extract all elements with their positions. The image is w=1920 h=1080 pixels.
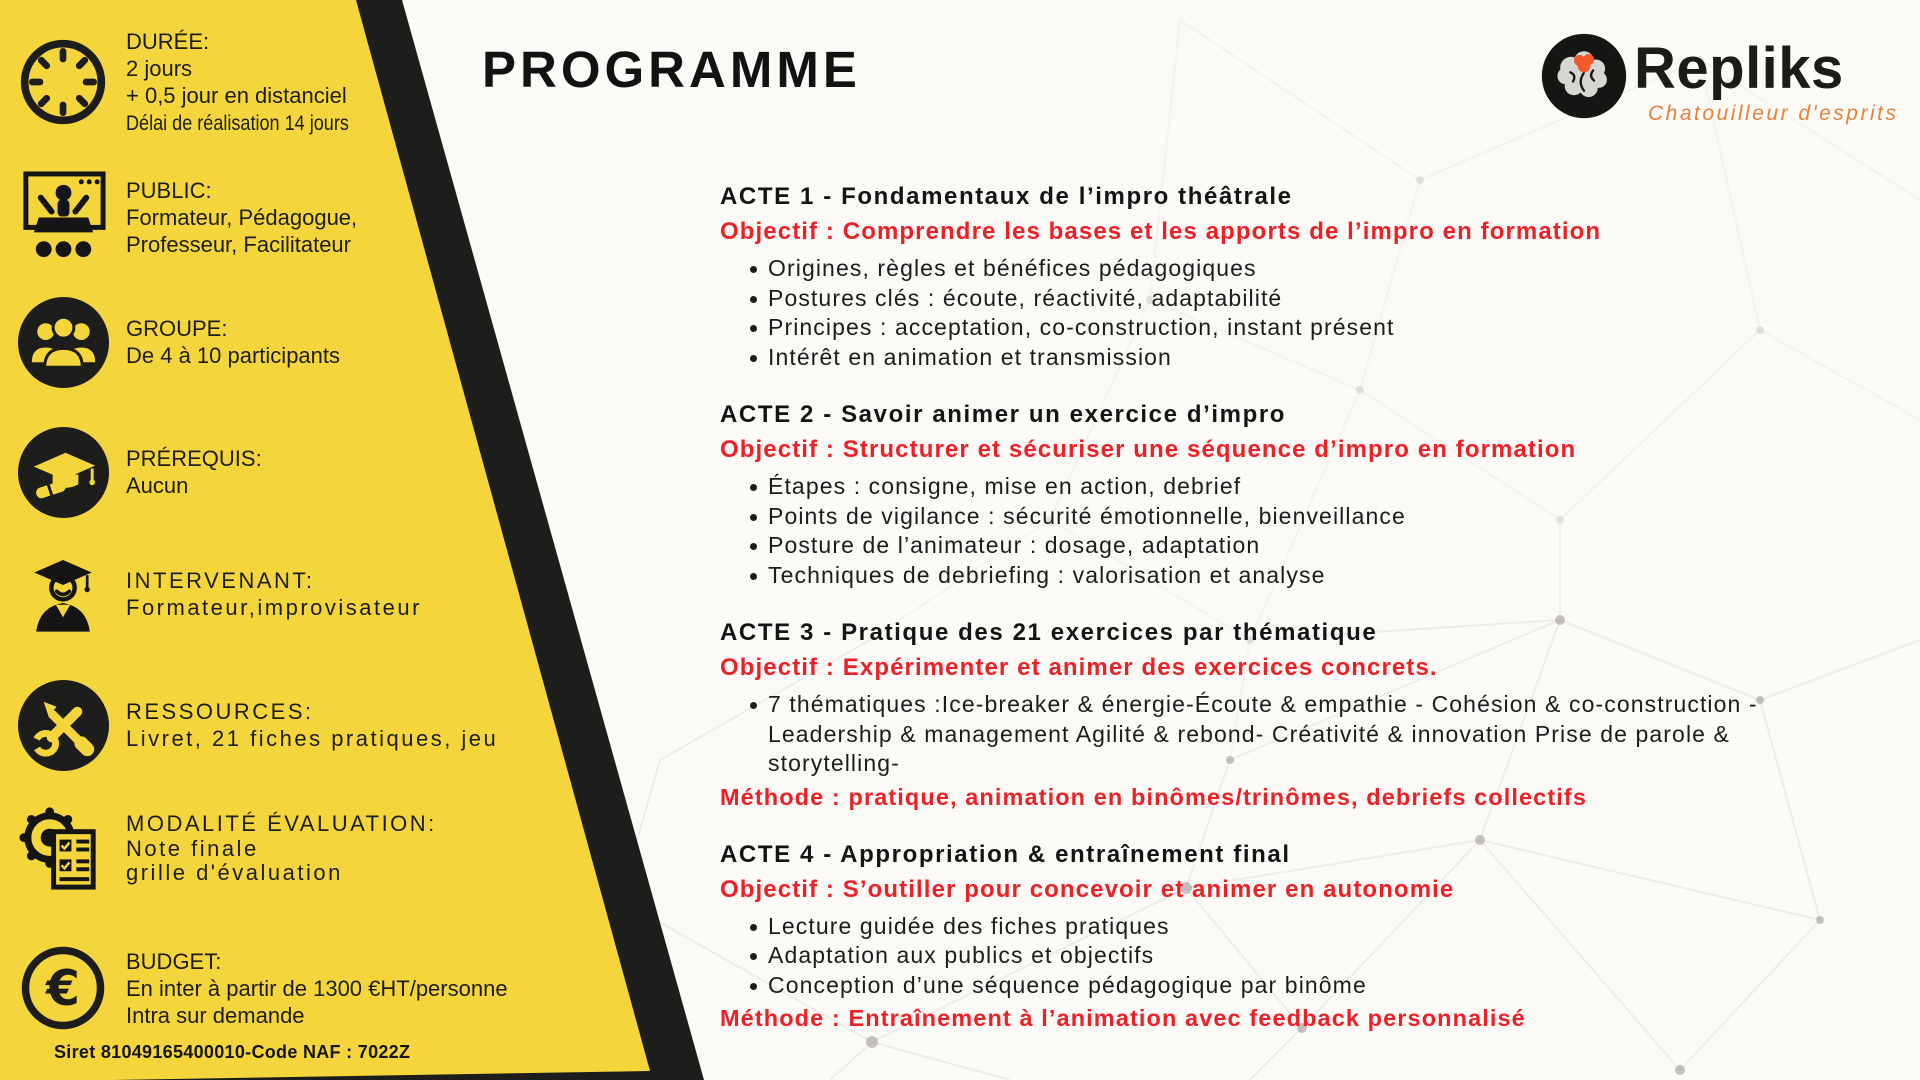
section-line: Professeur, Facilitateur [126, 231, 351, 257]
sidebar-section-duree [0, 22, 385, 142]
act-method: Méthode : pratique, animation en binômes/trinômes, debriefs collectifs [720, 783, 1587, 810]
act-bullet-list [720, 912, 1835, 1001]
brand-name: Repliks [1634, 36, 1844, 101]
act-objective: Objectif : Comprendre les bases et les apports de l’impro en formation [720, 218, 1602, 245]
section-line: Note finale [126, 835, 259, 861]
section-line: grille d'évaluation [126, 859, 343, 885]
sidebar-section-prerequis [0, 412, 262, 532]
act-objective: Objectif : S’outiller pour concevoir et animer en autonomie [720, 875, 1455, 903]
section-line: Aucun [126, 473, 189, 498]
section-title: RESSOURCES: [126, 699, 314, 724]
section-line: 2 jours [126, 55, 193, 81]
section-title: GROUPE: [126, 316, 228, 341]
bullet-item: Origines, règles et bénéfices pédagogiques [768, 254, 1828, 284]
program-content [720, 182, 1835, 1061]
graduation-cap-icon [0, 425, 126, 520]
section-line: Délai de réalisation 14 jours [126, 111, 349, 135]
section-title: MODALITÉ ÉVALUATION: [126, 810, 437, 836]
section-line: Formateur, Pédagogue, [126, 204, 358, 230]
section-line: De 4 à 10 participants [126, 343, 341, 368]
sidebar-section-ressources [0, 665, 498, 785]
bullet-item: Points de vigilance : sécurité émotionnelle, bienveillance [768, 502, 1828, 532]
sidebar-section-budget [0, 928, 508, 1048]
act-bullet-list [720, 690, 1835, 779]
bullet-item: Adaptation aux publics et objectifs [768, 941, 1828, 971]
section-line: Livret, 21 fiches pratiques, jeu [126, 726, 499, 751]
section-title: PUBLIC: [126, 177, 212, 203]
act-title: ACTE 3 - Pratique des 21 exercices par thématique [720, 619, 1378, 646]
section-title: PRÉREQUIS: [126, 446, 262, 471]
brand-tagline: Chatouilleur d'esprits [1648, 102, 1899, 125]
act-title: ACTE 4 - Appropriation & entraînement final [720, 840, 1291, 868]
act-section-4 [720, 840, 1835, 1034]
bullet-item: Postures clés : écoute, réactivité, adaptabilité [768, 284, 1828, 314]
euro-icon [0, 943, 126, 1033]
bullet-item: Techniques de debriefing : valorisation et analyse [768, 561, 1828, 591]
act-section-3 [720, 618, 1835, 812]
act-objective: Objectif : Expérimenter et animer des exercices concrets. [720, 654, 1438, 681]
section-title: BUDGET: [126, 948, 222, 974]
brand-logo [1540, 32, 1898, 126]
bullet-item: Posture de l’animateur : dosage, adaptation [768, 531, 1828, 561]
section-line: Intra sur demande [126, 1002, 305, 1028]
act-objective: Objectif : Structurer et sécuriser une séquence d’impro en formation [720, 436, 1577, 463]
act-section-2 [720, 400, 1835, 590]
bullet-item: Conception d’une séquence pédagogique par binôme [768, 971, 1828, 1001]
bullet-item: Lecture guidée des fiches pratiques [768, 912, 1828, 942]
svg-text:€: € [46, 960, 80, 1017]
bullet-item: Intérêt en animation et transmission [768, 343, 1828, 373]
act-bullet-list [720, 472, 1835, 590]
sidebar-section-public [0, 157, 357, 277]
evaluation-icon [0, 800, 126, 895]
bullet-item: 7 thématiques :Ice-breaker & énergie-Écoute & empathie - Cohésion & co-construction -Leadership & management Agilité & rebond- Créativité & innovation Prise de parole & storytelling- [768, 690, 1828, 779]
act-section-1 [720, 182, 1835, 372]
section-line: Formateur,improvisateur [126, 595, 422, 620]
act-title: ACTE 2 - Savoir animer un exercice d’impro [720, 401, 1287, 428]
bullet-item: Étapes : consigne, mise en action, debrief [768, 472, 1828, 502]
clock-icon [0, 36, 126, 128]
section-title: INTERVENANT: [126, 568, 315, 593]
section-title: DURÉE: [126, 28, 210, 54]
section-line: En inter à partir de 1300 €HT/personne [126, 975, 508, 1001]
siret-footer: Siret 81049165400010-Code NAF : 7022Z [54, 1042, 411, 1062]
tools-icon [0, 678, 126, 773]
sidebar-section-intervenant [0, 534, 422, 654]
group-icon [0, 295, 126, 390]
page-title: PROGRAMME [482, 41, 861, 98]
bullet-item: Principes : acceptation, co-construction, instant présent [768, 313, 1828, 343]
act-title: ACTE 1 - Fondamentaux de l’impro théâtrale [720, 183, 1293, 210]
presentation-icon [0, 170, 126, 265]
act-bullet-list [720, 254, 1835, 372]
graduate-icon [0, 551, 126, 637]
sidebar-section-groupe [0, 282, 340, 402]
act-method: Méthode : Entraînement à l’animation avec feedback personnalisé [720, 1005, 1526, 1031]
sidebar-section-evaluation [0, 787, 437, 907]
repliks-brain-logo-icon [1540, 32, 1628, 120]
section-line: + 0,5 jour en distanciel [126, 82, 347, 108]
